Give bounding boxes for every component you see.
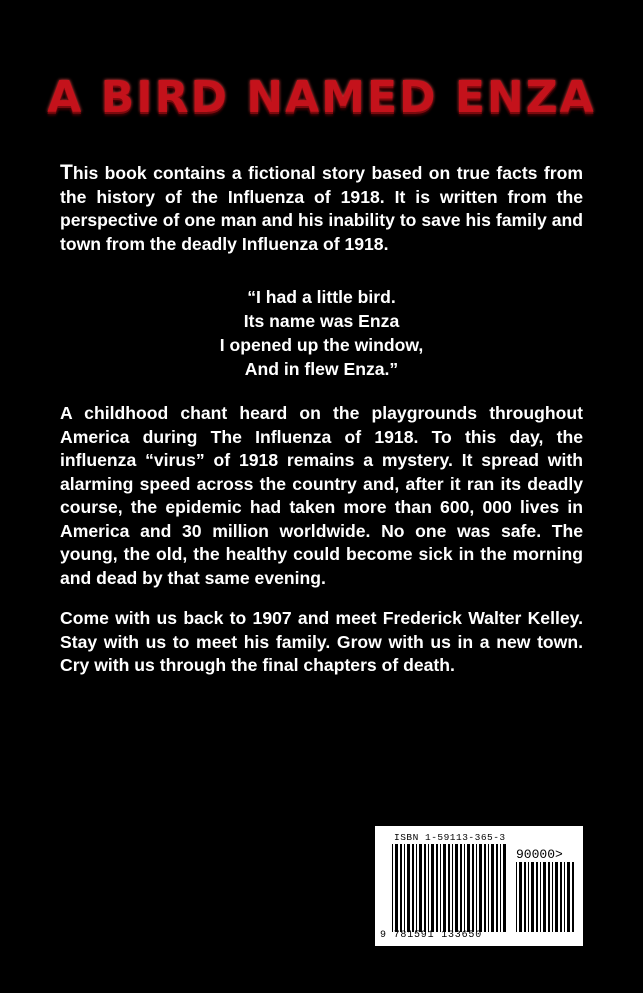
- barcode-bar: [448, 844, 450, 932]
- barcode-bar: [464, 844, 465, 932]
- barcode-bar: [552, 862, 553, 932]
- isbn-label: ISBN 1-59113-365-3: [394, 832, 506, 843]
- barcode-bar: [531, 862, 534, 932]
- barcode-bar: [455, 844, 458, 932]
- barcode-bar: [484, 844, 486, 932]
- barcode-bar: [572, 862, 574, 932]
- barcode-bar: [479, 844, 482, 932]
- barcode-bar: [560, 862, 562, 932]
- price-code: 90000>: [516, 847, 563, 862]
- barcode-bar: [516, 862, 517, 932]
- barcode-bar: [500, 844, 501, 932]
- barcode-bar: [452, 844, 453, 932]
- poem-line: I opened up the window,: [219, 335, 424, 355]
- barcode-bar: [564, 862, 565, 932]
- barcode-bar: [400, 844, 402, 932]
- barcode-bar: [472, 844, 474, 932]
- barcode-bar: [524, 862, 526, 932]
- poem-line: And in flew Enza.”: [244, 359, 399, 379]
- barcode-bar: [496, 844, 498, 932]
- intro-paragraph: This book contains a fictional story based on true facts from the history of the Influenza of 1918. It is written from the perspective of one man and his inability to save his family and town from the deadly Influenza of 1918.: [60, 161, 583, 254]
- barcode-bar: [440, 844, 441, 932]
- barcode-bar: [567, 862, 570, 932]
- barcode-bar: [416, 844, 417, 932]
- barcode-bar: [503, 844, 506, 932]
- barcode-bar: [519, 862, 522, 932]
- barcode-bar: [436, 844, 438, 932]
- barcode-bar: [424, 844, 426, 932]
- barcode-bar: [491, 844, 494, 932]
- barcode-bar: [548, 862, 550, 932]
- invitation-paragraph: Come with us back to 1907 and meet Frederick Walter Kelley. Stay with us to meet his family. Grow with us in a new town. Cry with us through the final chapters of death.: [60, 608, 583, 675]
- barcode-bar: [540, 862, 541, 932]
- barcode-bars: [375, 826, 583, 946]
- history-paragraph: A childhood chant heard on the playgrounds throughout America during The Influenza of 1918. To this day, the influenza “virus” of 1918 remains a mystery. It spread with alarming speed across the country and, after it ran its deadly course, the epidemic had taken more than 600, 000 lives in America and 30 million worldwide. No one was safe. The young, the old, the healthy could become sick in the morning and dead by that same evening.: [60, 403, 583, 588]
- barcode-bar: [528, 862, 529, 932]
- barcode-bar: [412, 844, 414, 932]
- barcode-bar: [488, 844, 489, 932]
- ean-digits: 9 781591 133650: [380, 930, 483, 941]
- barcode-bar: [419, 844, 422, 932]
- barcode-bar: [404, 844, 405, 932]
- barcode-bar: [395, 844, 398, 932]
- barcode-bar: [407, 844, 410, 932]
- barcode-bar: [555, 862, 558, 932]
- barcode-bar: [536, 862, 538, 932]
- barcode-bar: [431, 844, 434, 932]
- barcode-bar: [460, 844, 462, 932]
- barcode-bar: [443, 844, 446, 932]
- barcode-bar: [543, 862, 546, 932]
- barcode-bar: [392, 844, 393, 932]
- chant-poem: [0, 285, 643, 381]
- book-title: A BIRD NAMED ENZA: [47, 72, 596, 123]
- isbn-barcode: [375, 826, 583, 946]
- barcode-bar: [476, 844, 477, 932]
- barcode-bar: [428, 844, 429, 932]
- poem-line: Its name was Enza: [243, 311, 400, 331]
- barcode-bar: [467, 844, 470, 932]
- poem-line: “I had a little bird.: [247, 287, 396, 307]
